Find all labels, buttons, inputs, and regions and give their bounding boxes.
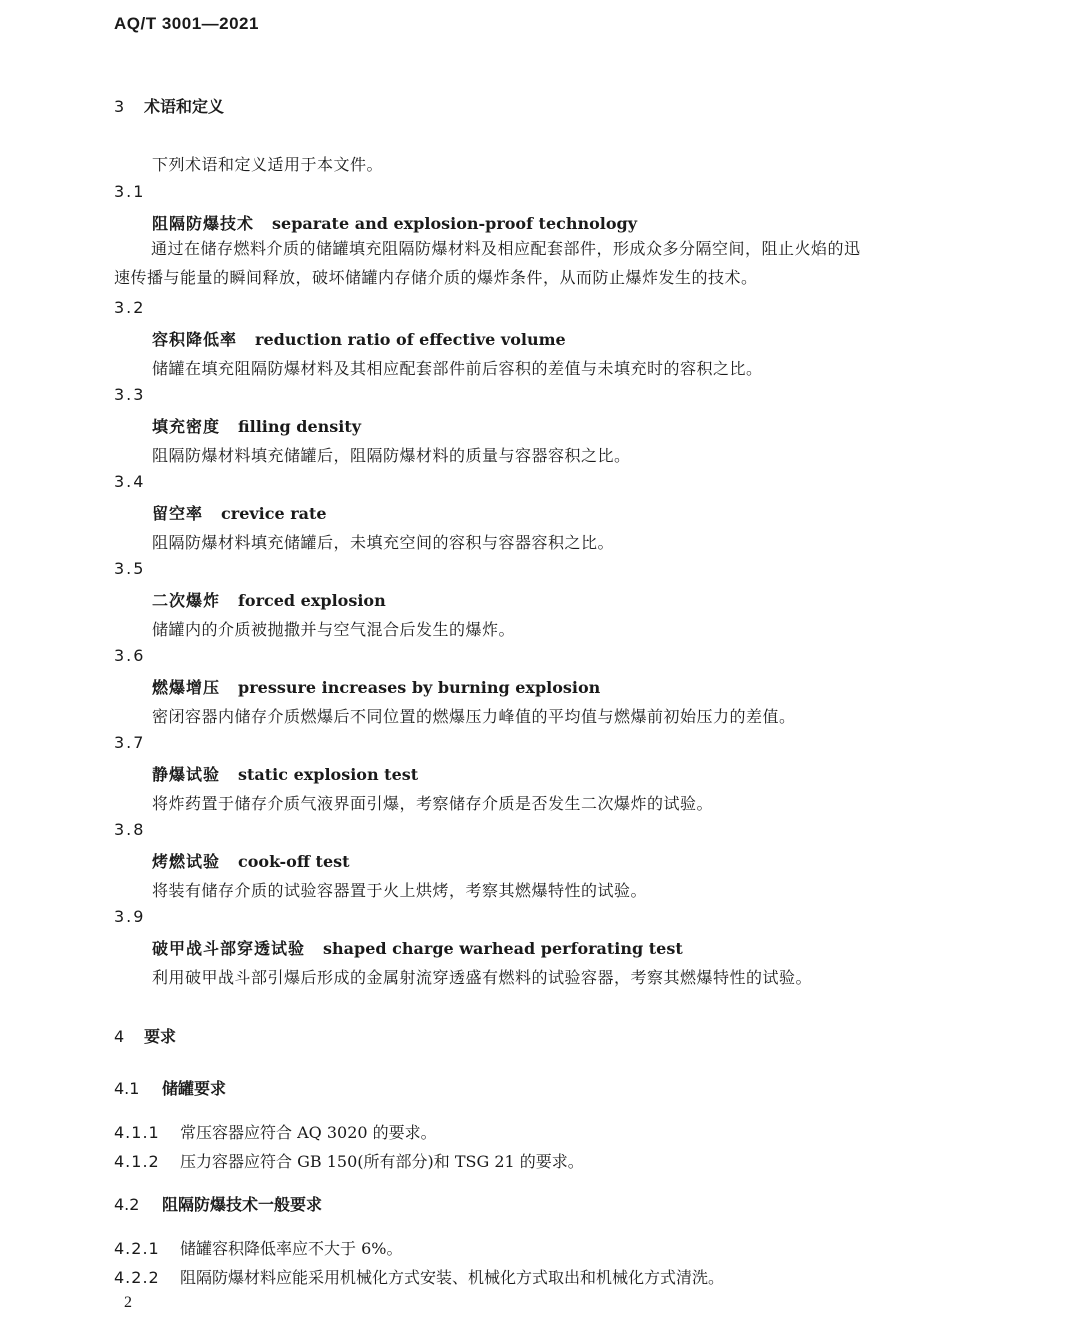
term-number: 3.9 xyxy=(114,907,146,926)
term-en: static explosion test xyxy=(238,765,419,784)
term-number: 3.8 xyxy=(114,820,146,839)
subsection-title: 阻隔防爆技术一般要求 xyxy=(162,1195,323,1214)
clause-number: 4.1.1 xyxy=(114,1123,160,1142)
clause-number: 4.1.2 xyxy=(114,1152,160,1171)
term-title xyxy=(152,762,418,785)
term-definition-line-1: 通过在储存燃料介质的储罐填充阻隔防爆材料及相应配套部件，形成众多分隔空间，阻止火焰的迅 xyxy=(151,239,861,258)
term-number: 3.3 xyxy=(114,385,146,404)
term-title xyxy=(152,414,361,437)
term-title xyxy=(152,501,327,524)
term-zh: 容积降低率 xyxy=(152,330,238,349)
term-en: pressure increases by burning explosion xyxy=(238,678,601,697)
term-definition: 储罐内的介质被抛撒并与空气混合后发生的爆炸。 xyxy=(152,620,516,639)
clause xyxy=(114,1120,437,1143)
term-definition: 阻隔防爆材料填充储罐后，未填充空间的容积与容器容积之比。 xyxy=(152,533,615,552)
clause xyxy=(114,1265,724,1288)
term-zh: 二次爆炸 xyxy=(152,591,221,610)
term-definition: 将炸药置于储存介质气液界面引爆，考察储存介质是否发生二次爆炸的试验。 xyxy=(152,794,714,813)
term-definition: 利用破甲战斗部引爆后形成的金属射流穿透盛有燃料的试验容器，考察其燃爆特性的试验。 xyxy=(152,968,813,987)
subsection-4-1-heading xyxy=(114,1076,226,1099)
standard-code-header: AQ/T 3001—2021 xyxy=(114,14,259,33)
term-number: 3.4 xyxy=(114,472,146,491)
term-en: cook-off test xyxy=(238,852,350,871)
term-definition: 阻隔防爆材料填充储罐后，阻隔防爆材料的质量与容器容积之比。 xyxy=(152,446,631,465)
section-number: 4 xyxy=(114,1027,125,1046)
term-zh: 静爆试验 xyxy=(152,765,221,784)
term-number: 3.1 xyxy=(114,182,146,201)
term-definition: 储罐在填充阻隔防爆材料及其相应配套部件前后容积的差值与未填充时的容积之比。 xyxy=(152,359,763,378)
term-title xyxy=(152,211,637,234)
subsection-title: 储罐要求 xyxy=(162,1079,227,1098)
term-en: separate and explosion-proof technology xyxy=(272,214,638,233)
term-en: filling density xyxy=(238,417,362,436)
clause-number: 4.2.1 xyxy=(114,1239,160,1258)
term-number: 3.7 xyxy=(114,733,146,752)
term-number: 3.6 xyxy=(114,646,146,665)
section-3-intro: 下列术语和定义适用于本文件。 xyxy=(152,155,384,174)
clause xyxy=(114,1236,402,1259)
subsection-4-2-heading xyxy=(114,1192,322,1215)
term-title xyxy=(152,675,600,698)
term-zh: 燃爆增压 xyxy=(152,678,221,697)
term-title xyxy=(152,588,386,611)
section-title: 要求 xyxy=(144,1027,177,1046)
term-zh: 破甲战斗部穿透试验 xyxy=(152,939,306,958)
subsection-number: 4.1 xyxy=(114,1079,140,1098)
clause-number: 4.2.2 xyxy=(114,1268,160,1287)
section-4-heading xyxy=(114,1024,176,1047)
section-3-heading xyxy=(114,94,224,117)
clause-text: 阻隔防爆材料应能采用机械化方式安装、机械化方式取出和机械化方式清洗。 xyxy=(180,1268,725,1287)
term-title xyxy=(152,936,683,959)
section-number: 3 xyxy=(114,97,125,116)
term-number: 3.5 xyxy=(114,559,146,578)
page-number: 2 xyxy=(124,1294,132,1311)
clause xyxy=(114,1149,584,1172)
term-title xyxy=(152,327,566,350)
clause-text: 常压容器应符合 AQ 3020 的要求。 xyxy=(180,1123,437,1142)
term-definition: 将装有储存介质的试验容器置于火上烘烤，考察其燃爆特性的试验。 xyxy=(152,881,648,900)
term-zh: 填充密度 xyxy=(152,417,221,436)
term-definition: 密闭容器内储存介质燃爆后不同位置的燃爆压力峰值的平均值与燃爆前初始压力的差值。 xyxy=(152,707,796,726)
term-en: shaped charge warhead perforating test xyxy=(323,939,683,958)
term-zh: 留空率 xyxy=(152,504,204,523)
term-en: crevice rate xyxy=(221,504,327,523)
term-zh: 阻隔防爆技术 xyxy=(152,214,255,233)
clause-text: 储罐容积降低率应不大于 6%。 xyxy=(180,1239,403,1258)
section-title: 术语和定义 xyxy=(144,97,225,116)
clause-text: 压力容器应符合 GB 150(所有部分)和 TSG 21 的要求。 xyxy=(180,1152,584,1171)
term-title xyxy=(152,849,350,872)
subsection-number: 4.2 xyxy=(114,1195,140,1214)
term-zh: 烤燃试验 xyxy=(152,852,221,871)
term-number: 3.2 xyxy=(114,298,146,317)
term-en: reduction ratio of effective volume xyxy=(255,330,566,349)
term-definition xyxy=(114,234,954,292)
term-definition-line-2: 速传播与能量的瞬间释放，破坏储罐内存储介质的爆炸条件，从而防止爆炸发生的技术。 xyxy=(114,268,758,287)
term-en: forced explosion xyxy=(238,591,386,610)
